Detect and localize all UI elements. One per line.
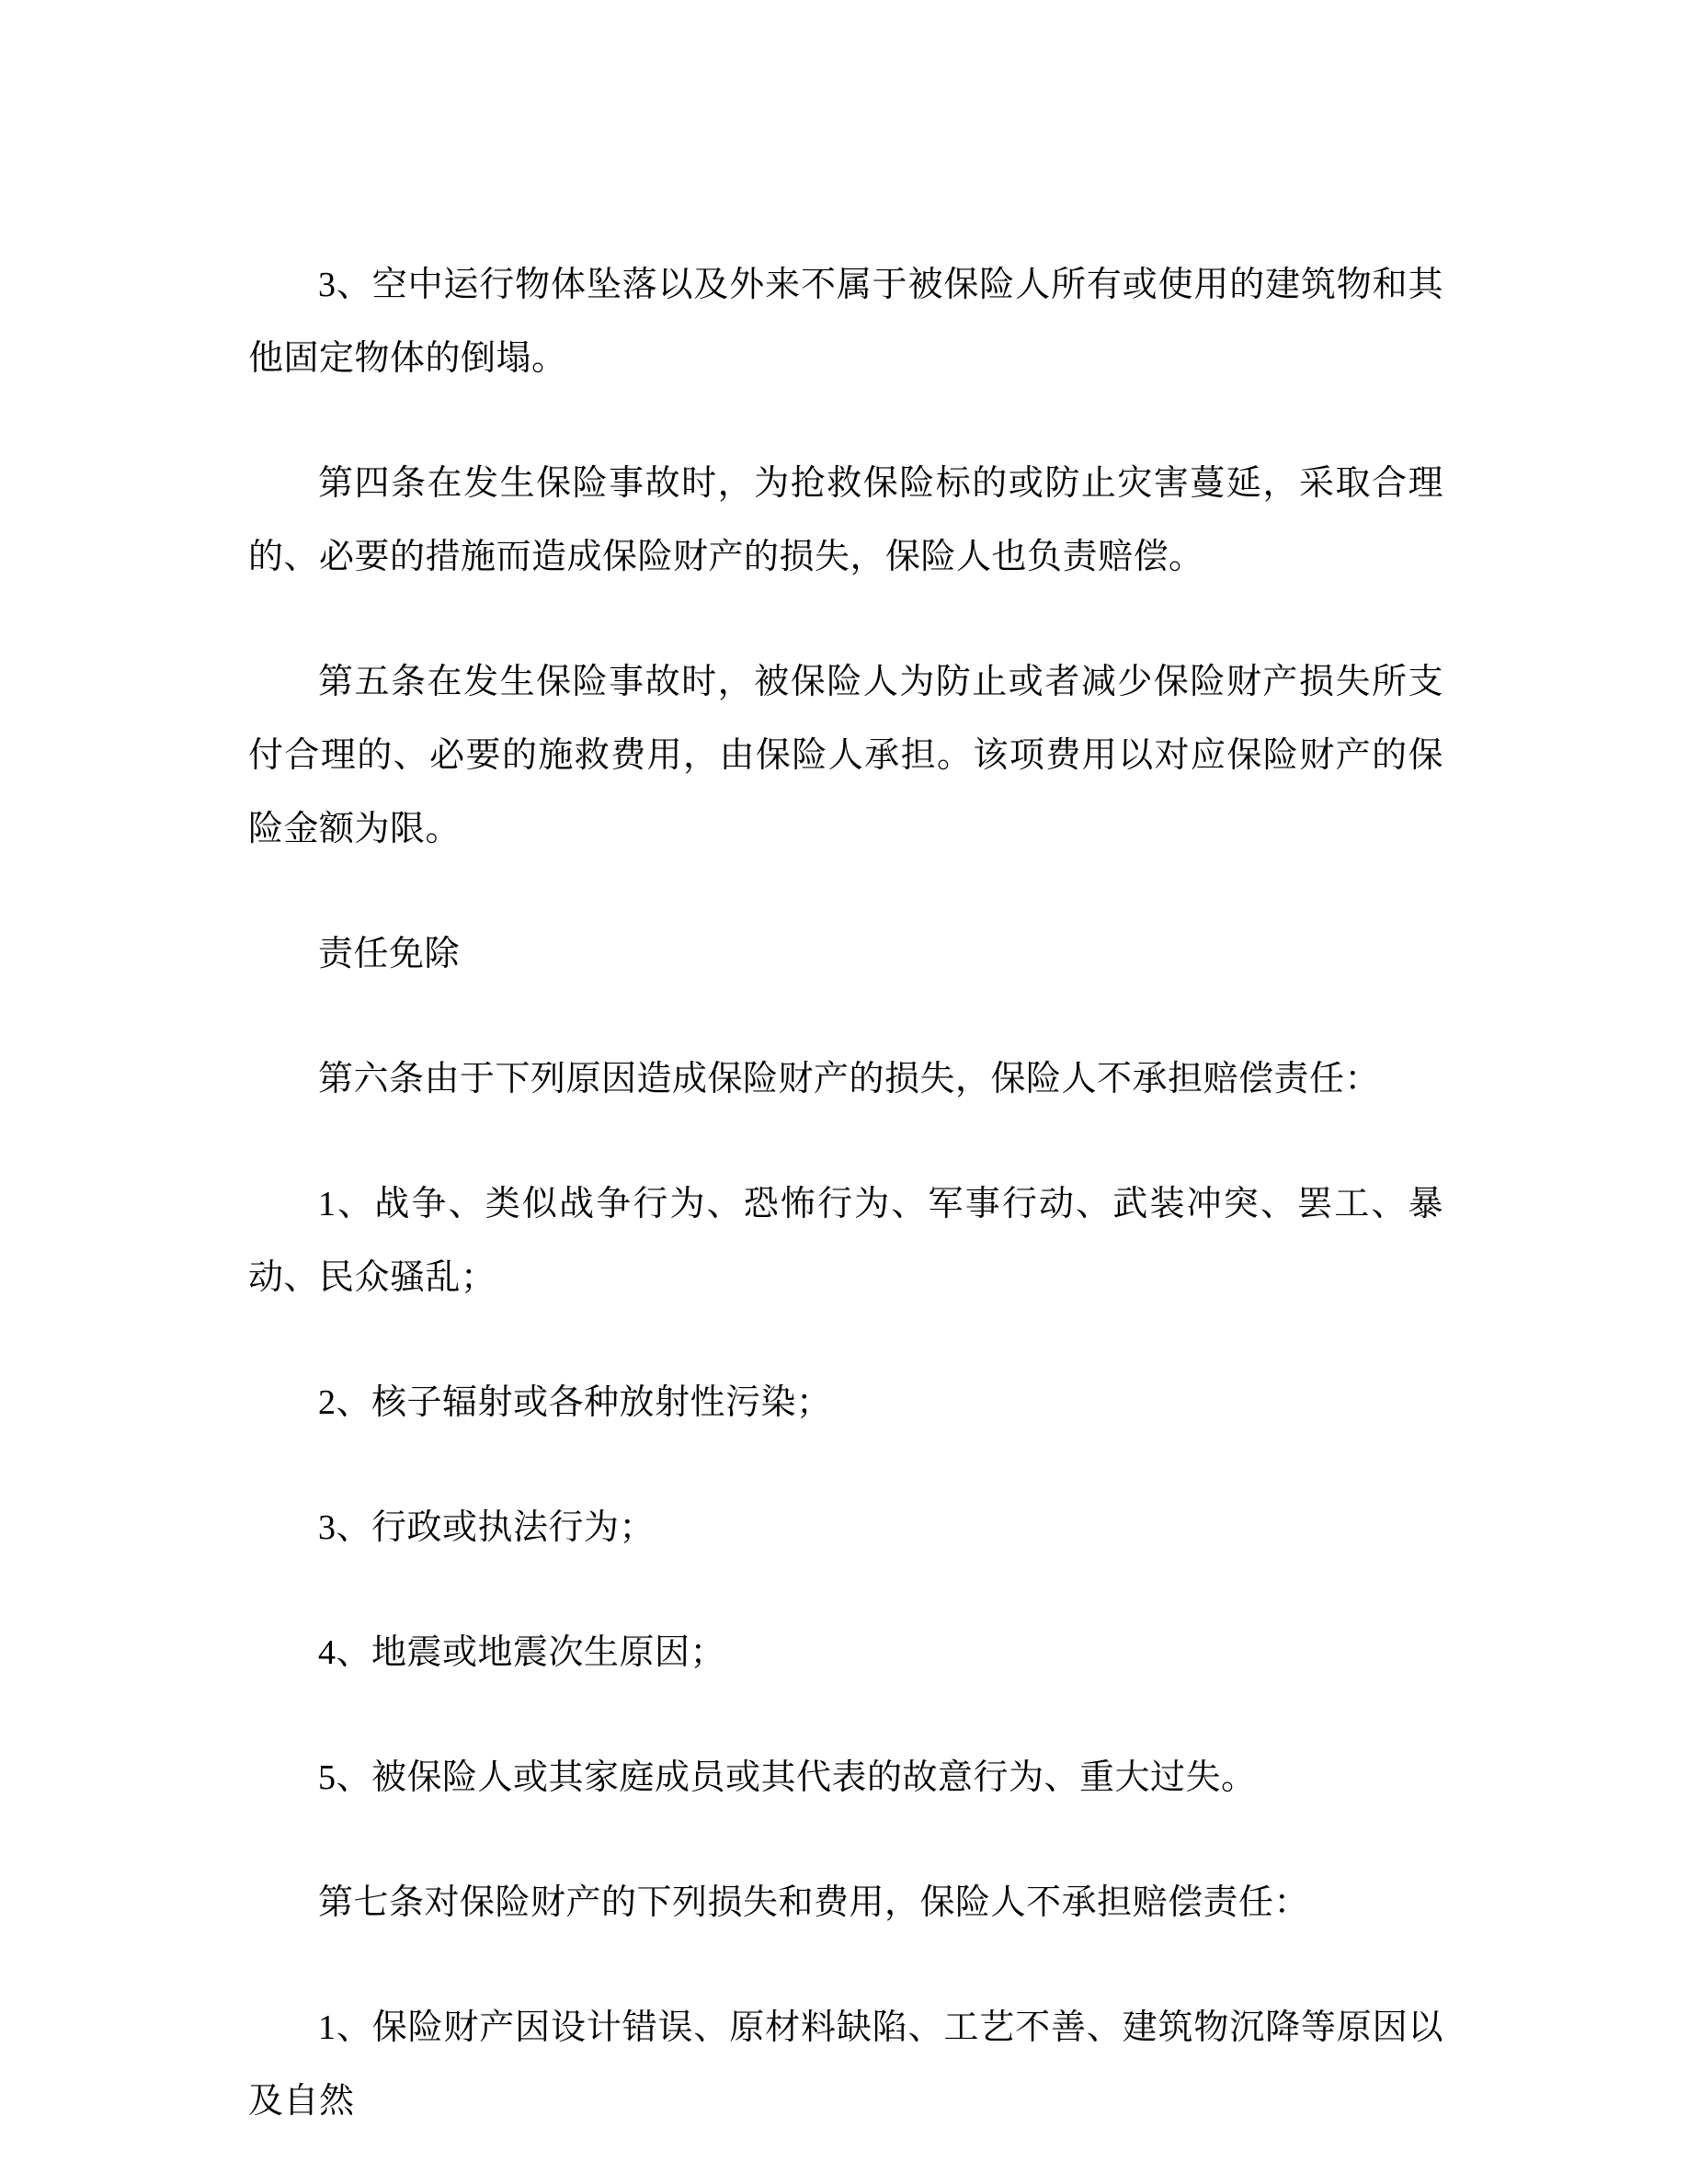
paragraph-clause3-falling-objects: 3、空中运行物体坠落以及外来不属于被保险人所有或使用的建筑物和其他固定物体的倒塌。	[248, 266, 1443, 378]
section-heading-liability-exemption: 责任免除	[318, 935, 461, 973]
list-item-article6-2-nuclear: 2、核子辐射或各种放射性污染；	[318, 1383, 832, 1422]
paragraph-article7-intro: 第七条对保险财产的下列损失和费用，保险人不承担赔偿责任：	[318, 1883, 1310, 1922]
paragraph-article4-rescue-measures: 第四条在发生保险事故时，为抢救保险标的或防止灾害蔓延，采取合理的、必要的措施而造成保险财产的损失，保险人也负责赔偿。	[248, 464, 1443, 576]
list-item-article7-1-design-errors: 1、保险财产因设计错误、原材料缺陷、工艺不善、建筑物沉降等原因以及自然	[248, 2008, 1443, 2121]
list-item-article6-1-war: 1、战争、类似战争行为、恐怖行为、军事行动、武装冲突、罢工、暴动、民众骚乱；	[248, 1185, 1443, 1297]
list-item-article6-5-intentional-acts: 5、被保险人或其家庭成员或其代表的故意行为、重大过失。	[318, 1758, 1257, 1797]
list-item-article6-3-administrative: 3、行政或执法行为；	[318, 1508, 656, 1547]
paragraph-article6-intro: 第六条由于下列原因造成保险财产的损失，保险人不承担赔偿责任：	[318, 1060, 1381, 1098]
list-item-article6-4-earthquake: 4、地震或地震次生原因；	[318, 1633, 726, 1672]
paragraph-article5-salvage-expenses: 第五条在发生保险事故时，被保险人为防止或者减少保险财产损失所支付合理的、必要的施救费用，由保险人承担。该项费用以对应保险财产的保险金额为限。	[248, 663, 1443, 848]
